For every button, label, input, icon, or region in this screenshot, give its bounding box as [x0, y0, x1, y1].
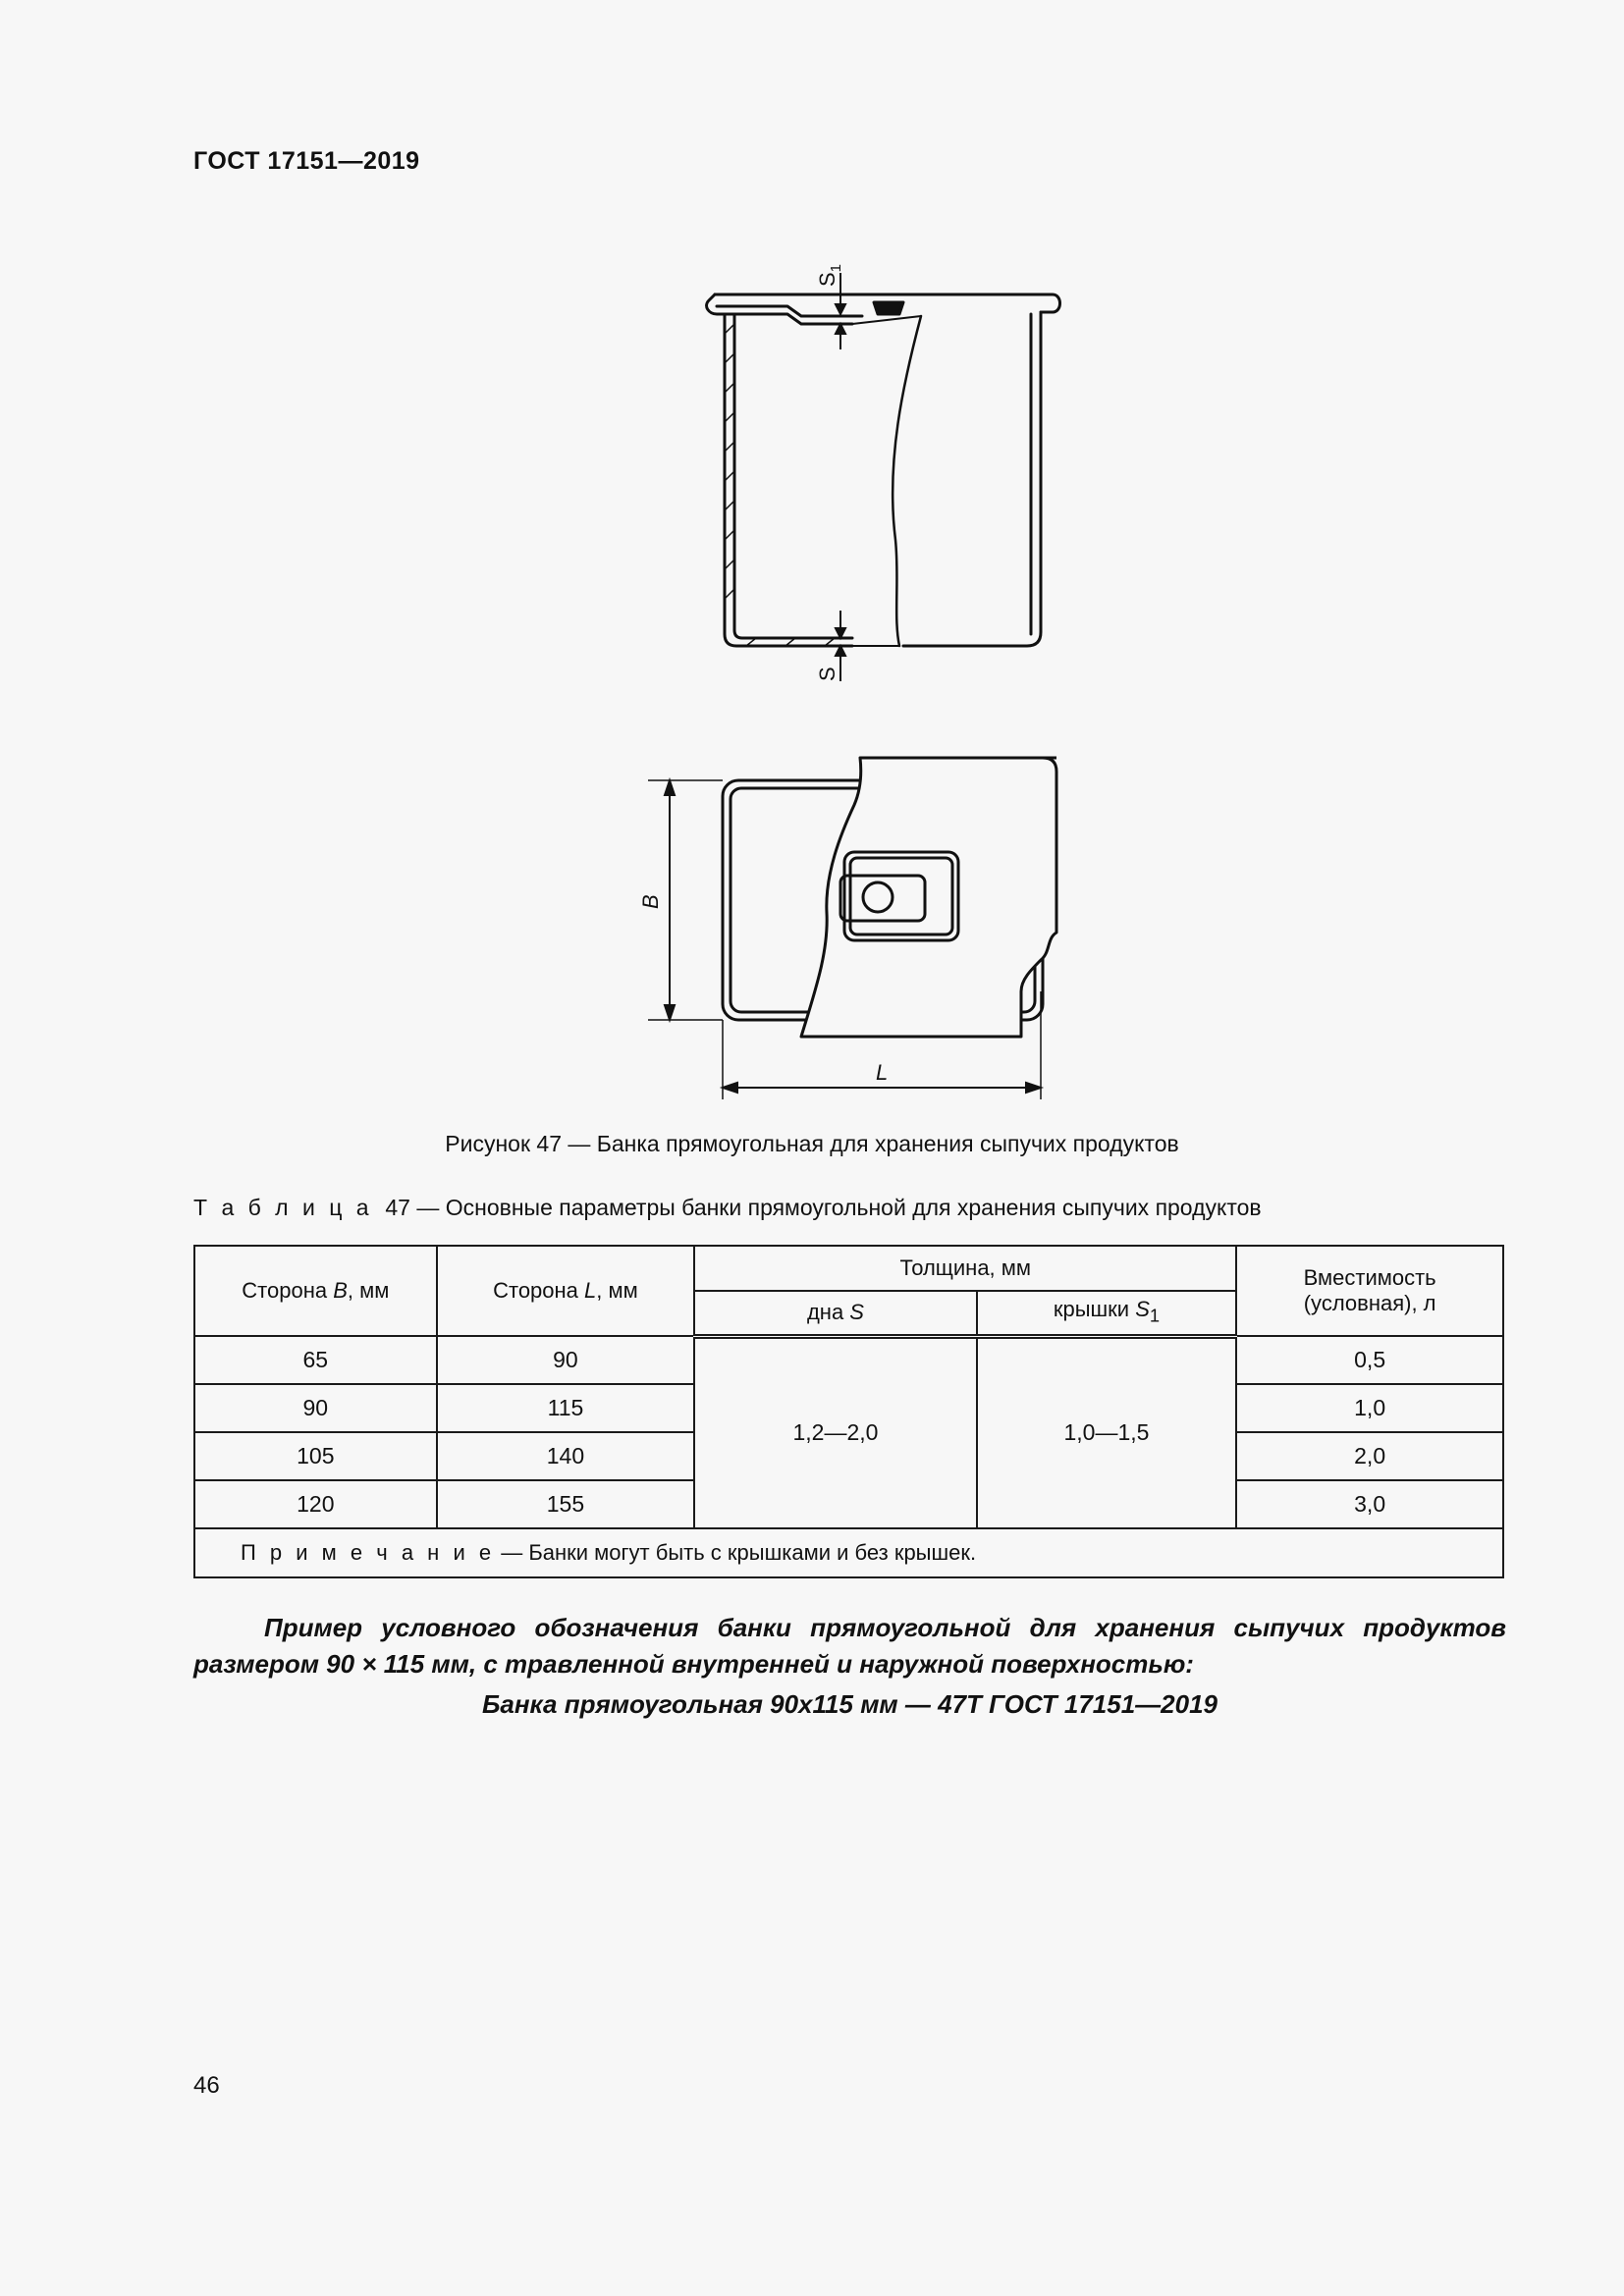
cell-side-l: 115 — [437, 1384, 695, 1432]
cell-capacity: 0,5 — [1236, 1336, 1503, 1384]
cell-side-b: 90 — [194, 1384, 437, 1432]
top-view — [723, 758, 1056, 1037]
cell-side-b: 105 — [194, 1432, 437, 1480]
thickness-dimensions — [836, 273, 845, 681]
header-lid-thickness: крышки $S_1$ — [977, 1291, 1237, 1336]
wall-hatching — [725, 324, 835, 646]
header-side-b: Сторона B, мм — [194, 1246, 437, 1336]
cell-side-l: 155 — [437, 1480, 695, 1528]
table-row — [194, 1336, 1503, 1384]
header-bottom-thickness: дна S — [694, 1291, 976, 1336]
cell-capacity: 2,0 — [1236, 1432, 1503, 1480]
header-side-l: Сторона L, мм — [437, 1246, 695, 1336]
cell-lid-thickness: 1,0—1,5 — [977, 1336, 1237, 1528]
side-view — [707, 294, 1060, 646]
table-note — [194, 1528, 1503, 1577]
header-capacity: Вместимость (условная), л — [1236, 1246, 1503, 1336]
lid-plug — [874, 302, 903, 314]
l-label: L — [876, 1060, 889, 1085]
technical-drawing — [609, 245, 1080, 1109]
s-label: S — [815, 667, 839, 681]
figure-caption: Рисунок 47 — Банка прямоугольная для хранения сыпучих продуктов — [445, 1131, 1179, 1156]
table-caption-text: 47 — Основные параметры банки прямоугольной для хранения сыпучих продуктов — [385, 1195, 1262, 1220]
example-designation: Банка прямоугольная 90х115 мм — 47Т ГОСТ 17151—2019 — [481, 1689, 1218, 1719]
cell-side-b: 65 — [194, 1336, 437, 1384]
header-thickness: Толщина, мм — [694, 1246, 1236, 1291]
cell-side-l: 140 — [437, 1432, 695, 1480]
cell-capacity: 1,0 — [1236, 1384, 1503, 1432]
cell-bottom-thickness: 1,2—2,0 — [694, 1336, 976, 1528]
designation-example — [193, 1610, 1506, 1723]
document-header: ГОСТ 17151—2019 — [193, 147, 420, 175]
parameters-table — [193, 1245, 1504, 1578]
s1-label: $S_1$ — [815, 263, 844, 287]
example-paragraph: Пример условного обозначения банки прямоугольной для хранения сыпучих продуктов размером 90 × 115 мм, с травленной внутренней и наружной поверхностью: — [193, 1613, 1506, 1679]
cell-capacity: 3,0 — [1236, 1480, 1503, 1528]
note-text: — Банки могут быть с крышками и без крышек. — [495, 1540, 977, 1565]
page-number: 46 — [193, 2072, 220, 2099]
cell-side-l: 90 — [437, 1336, 695, 1384]
cell-side-b: 120 — [194, 1480, 437, 1528]
b-label: B — [638, 894, 663, 909]
table-caption-prefix: Т а б л и ц а — [193, 1195, 373, 1220]
note-label: П р и м е ч а н и е — [241, 1540, 496, 1565]
table-note-row — [194, 1528, 1503, 1577]
table-caption — [193, 1195, 1262, 1221]
